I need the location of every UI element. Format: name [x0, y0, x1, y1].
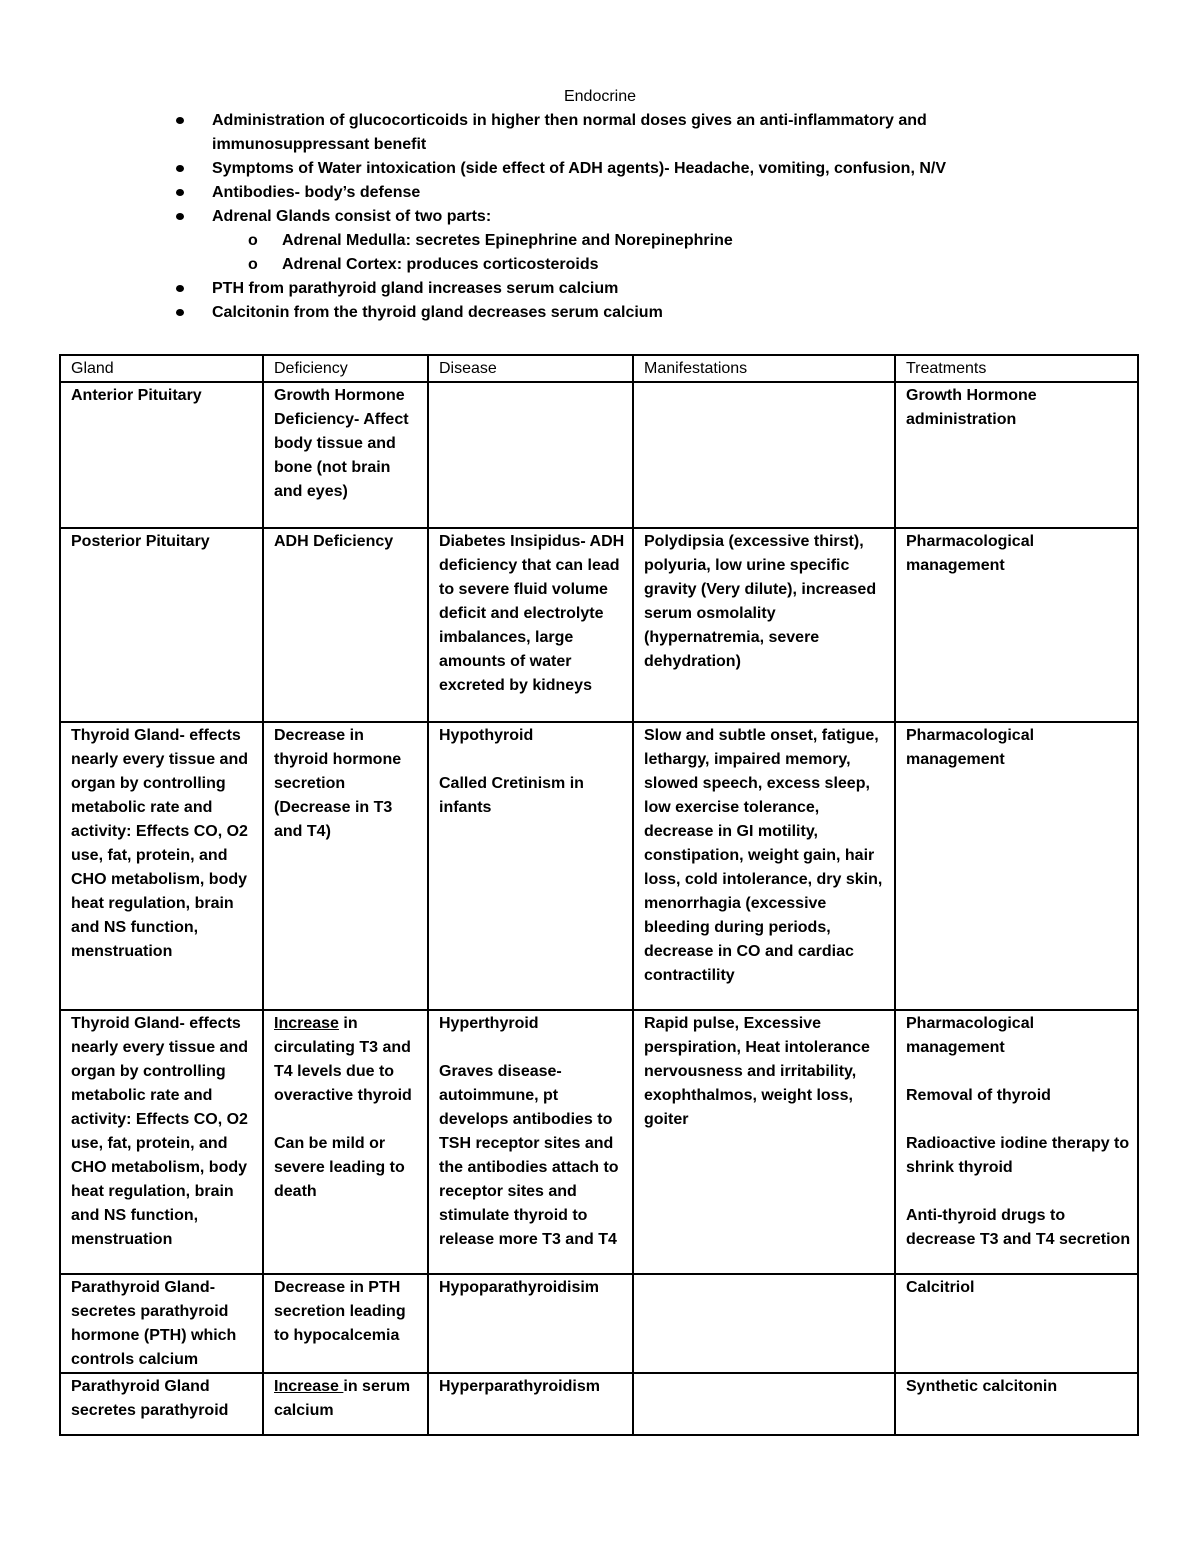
- cell-gland: Thyroid Gland- effects nearly every tissue and organ by controlling metabolic rate and activity: Effects CO, O2 use, fat, protein, and CHO metabolism, body heat regulation, brain and NS function, menstruation: [60, 722, 263, 1010]
- cell-gland: Parathyroid Gland- secretes parathyroid hormone (PTH) which controls calcium: [60, 1274, 263, 1373]
- cell-gland: Parathyroid Gland secretes parathyroid: [60, 1373, 263, 1435]
- table-header-row: [60, 355, 1138, 382]
- cell-gland: Thyroid Gland- effects nearly every tissue and organ by controlling metabolic rate and activity: Effects CO, O2 use, fat, protein, and CHO metabolism, body heat regulation, brain and NS function, menstruation: [60, 1010, 263, 1274]
- cell-disease: Hyperparathyroidism: [428, 1373, 633, 1435]
- cell-treatments: Pharmacological management: [895, 528, 1138, 722]
- cell-deficiency: [263, 1010, 428, 1274]
- deficiency-emphasis: Increase: [274, 1378, 344, 1395]
- cell-manifestations: Rapid pulse, Excessive perspiration, Heat intolerance nervousness and irritability, exophthalmos, weight loss, goiter: [633, 1010, 895, 1274]
- table-row: [60, 1010, 1138, 1274]
- cell-manifestations: Slow and subtle onset, fatigue, lethargy, impaired memory, slowed speech, excess sleep, low exercise tolerance, decrease in GI motility, constipation, weight gain, hair loss, cold intolerance, dry skin, menorrhagia (excessive bleeding during periods, decrease in CO and cardiac contractility: [633, 722, 895, 1010]
- header-deficiency: Deficiency: [263, 355, 428, 382]
- endocrine-table: [59, 354, 1139, 1436]
- note-item: Administration of glucocorticoids in higher then normal doses gives an anti-inflammatory and immunosuppressant benefit: [212, 109, 1002, 157]
- cell-manifestations: [633, 1274, 895, 1373]
- page-title: Endocrine: [563, 88, 637, 105]
- cell-treatments: Calcitriol: [895, 1274, 1138, 1373]
- cell-deficiency: Growth Hormone Deficiency- Affect body tissue and bone (not brain and eyes): [263, 382, 428, 528]
- note-item: Calcitonin from the thyroid gland decreases serum calcium: [212, 301, 1002, 325]
- cell-treatments: Pharmacological management Removal of thyroid Radioactive iodine therapy to shrink thyroid Anti-thyroid drugs to decrease T3 and T4 secretion: [895, 1010, 1138, 1274]
- cell-gland: Anterior Pituitary: [60, 382, 263, 528]
- deficiency-text: in serum calcium: [274, 1378, 411, 1419]
- cell-treatments: Pharmacological management: [895, 722, 1138, 1010]
- cell-disease: Diabetes Insipidus- ADH deficiency that can lead to severe fluid volume deficit and electrolyte imbalances, large amounts of water excreted by kidneys: [428, 528, 633, 722]
- cell-disease: Hypoparathyroidisim: [428, 1274, 633, 1373]
- header-manifestations: Manifestations: [633, 355, 895, 382]
- cell-manifestations: [633, 382, 895, 528]
- cell-deficiency: Decrease in PTH secretion leading to hypocalcemia: [263, 1274, 428, 1373]
- table-row: [60, 1373, 1138, 1435]
- notes-list: [212, 109, 1002, 325]
- deficiency-emphasis: Increase: [274, 1015, 339, 1032]
- cell-disease: [428, 382, 633, 528]
- cell-treatments: Growth Hormone administration: [895, 382, 1138, 528]
- cell-manifestations: [633, 1373, 895, 1435]
- header-treatments: Treatments: [895, 355, 1138, 382]
- note-subitem: o Adrenal Medulla: secretes Epinephrine and Norepinephrine: [212, 229, 1002, 253]
- table-row: [60, 528, 1138, 722]
- cell-disease: Hypothyroid Called Cretinism in infants: [428, 722, 633, 1010]
- table-row: [60, 1274, 1138, 1373]
- note-item: Symptoms of Water intoxication (side effect of ADH agents)- Headache, vomiting, confusion, N/V: [212, 157, 1002, 181]
- cell-deficiency: Decrease in thyroid hormone secretion (Decrease in T3 and T4): [263, 722, 428, 1010]
- cell-treatments: Synthetic calcitonin: [895, 1373, 1138, 1435]
- header-disease: Disease: [428, 355, 633, 382]
- note-item: PTH from parathyroid gland increases serum calcium: [212, 277, 1002, 301]
- note-subitem: o Adrenal Cortex: produces corticosteroids: [212, 253, 1002, 277]
- cell-disease: Hyperthyroid Graves disease- autoimmune, pt develops antibodies to TSH receptor sites and the antibodies attach to receptor sites and stimulate thyroid to release more T3 and T4: [428, 1010, 633, 1274]
- cell-manifestations: Polydipsia (excessive thirst), polyuria, low urine specific gravity (Very dilute), increased serum osmolality (hypernatremia, severe dehydration): [633, 528, 895, 722]
- cell-deficiency: ADH Deficiency: [263, 528, 428, 722]
- cell-gland: Posterior Pituitary: [60, 528, 263, 722]
- header-gland: Gland: [60, 355, 263, 382]
- cell-deficiency: [263, 1373, 428, 1435]
- table-row: [60, 722, 1138, 1010]
- deficiency-text: in circulating T3 and T4 levels due to overactive thyroid Can be mild or severe leading to death: [274, 1015, 412, 1200]
- note-item: Adrenal Glands consist of two parts:: [212, 205, 1002, 229]
- table-row: [60, 382, 1138, 528]
- note-item: Antibodies- body’s defense: [212, 181, 1002, 205]
